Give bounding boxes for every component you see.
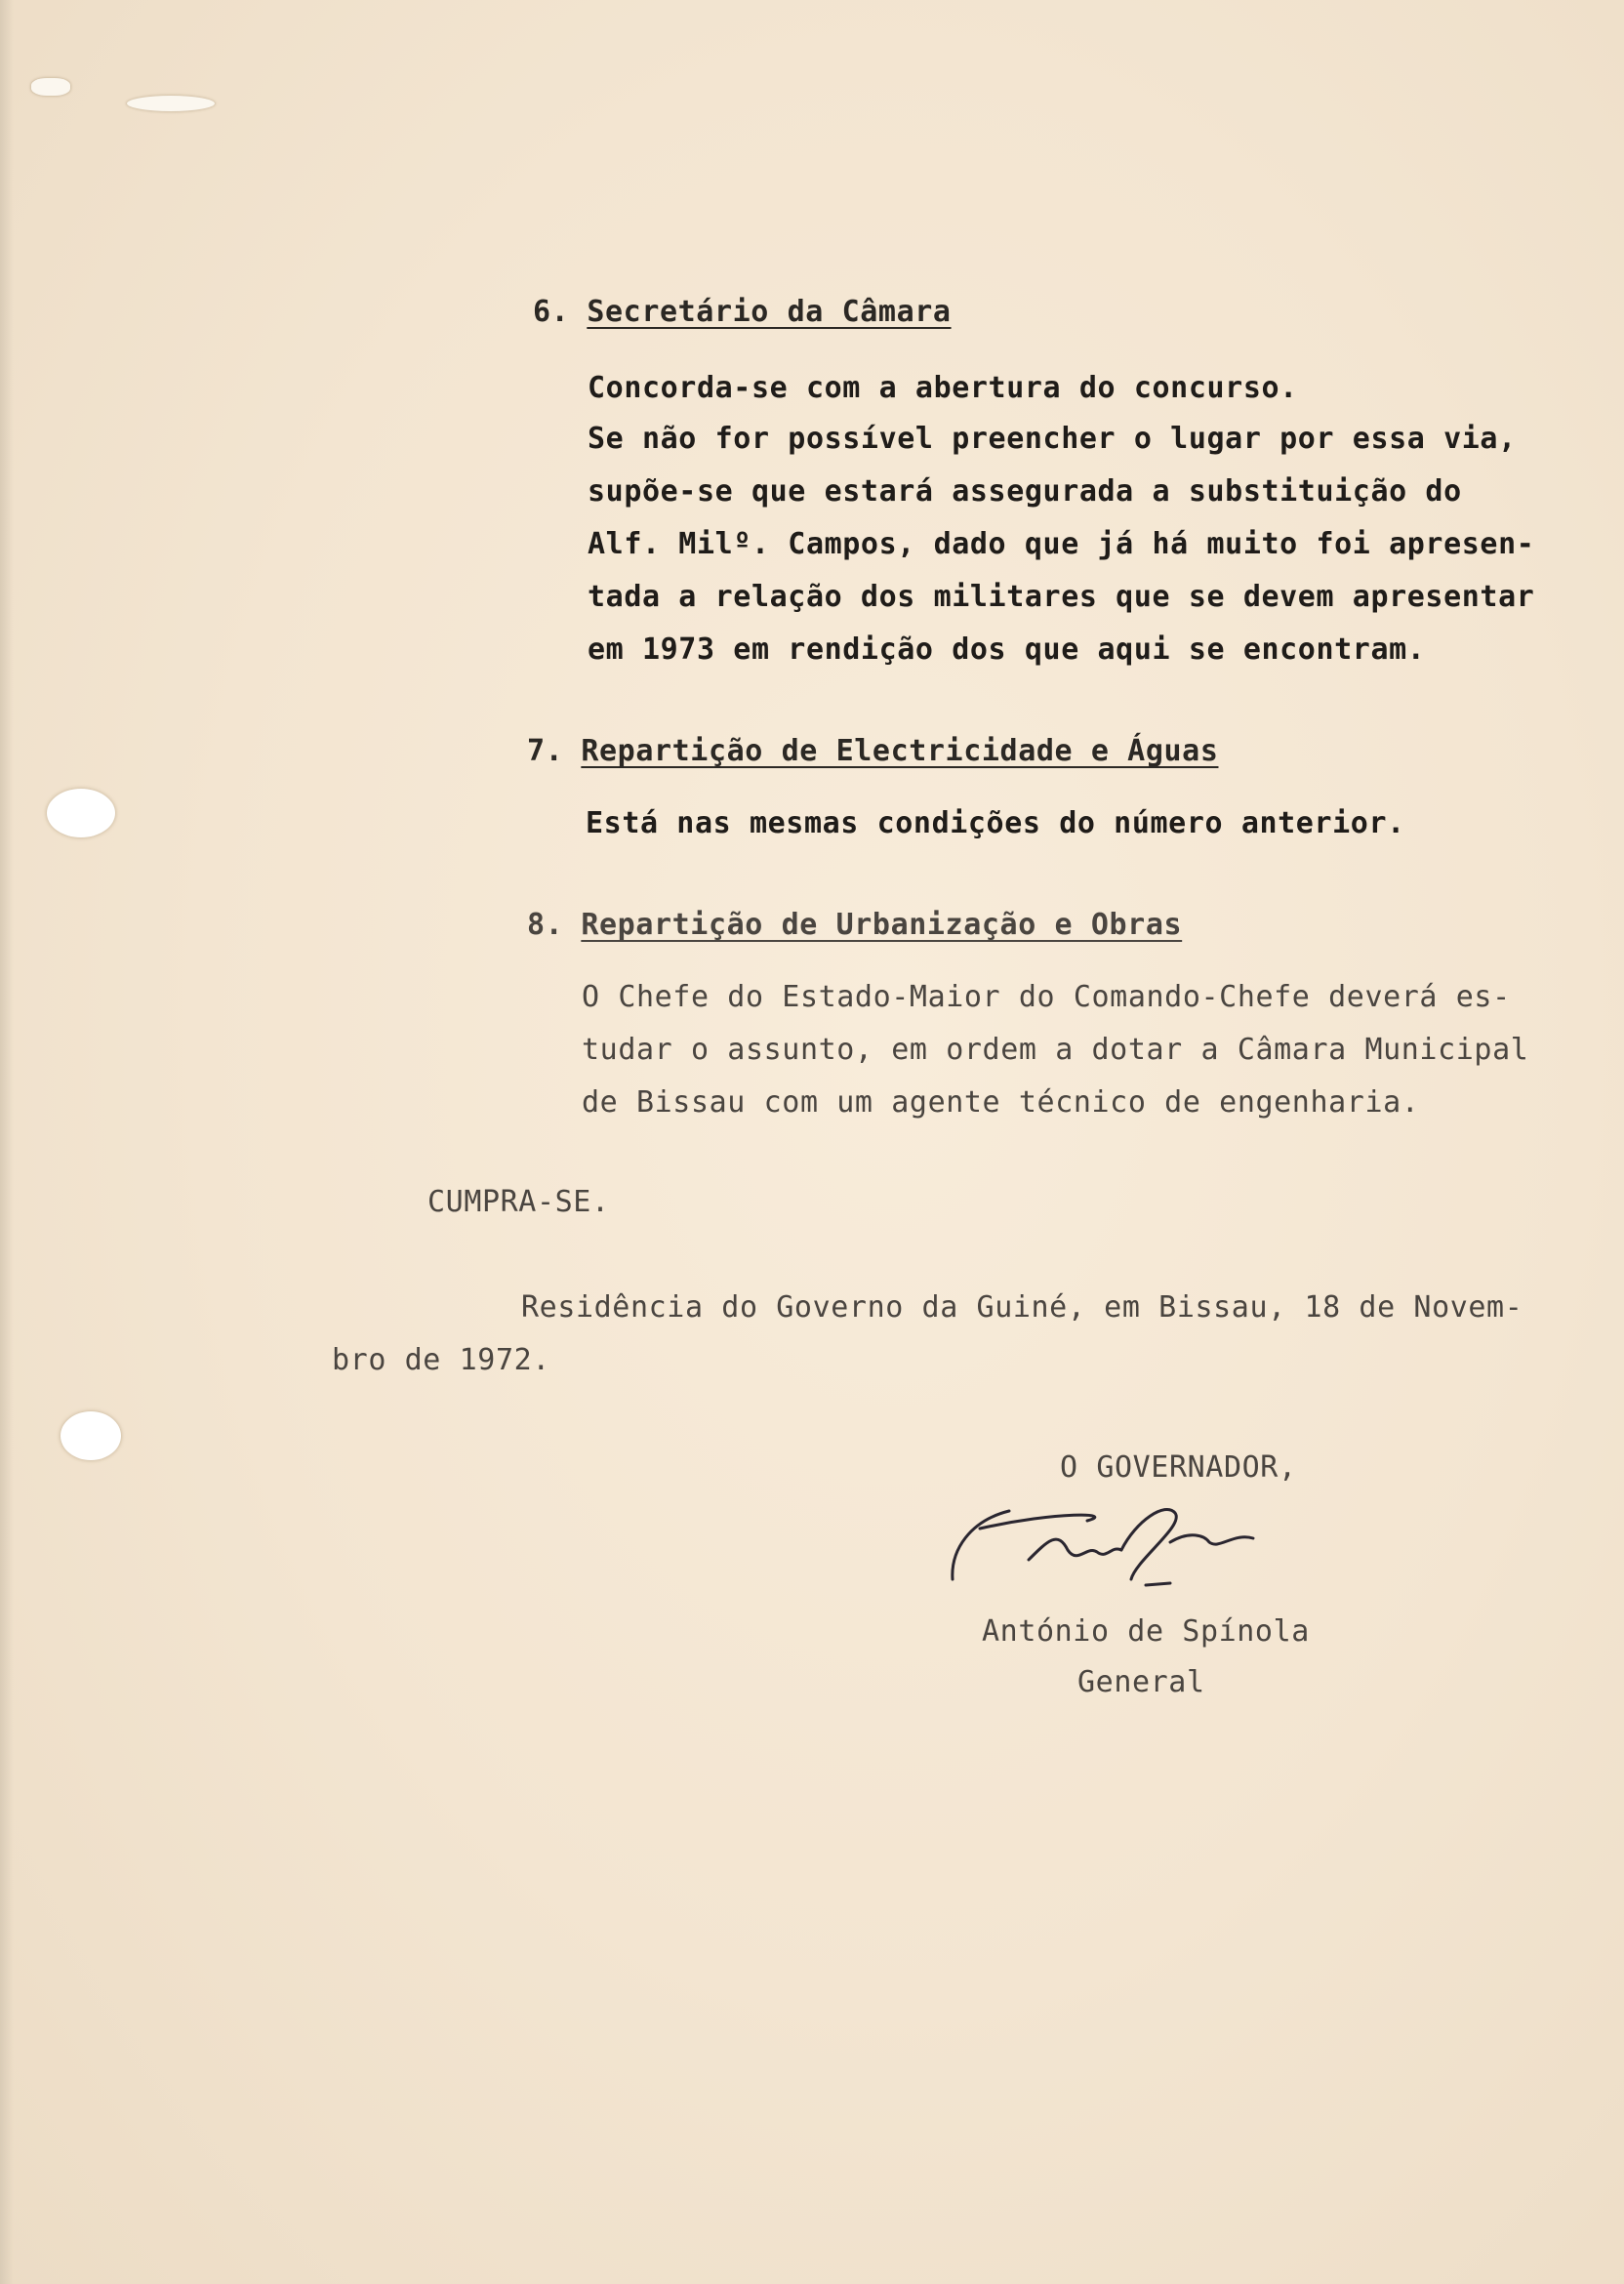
section-7-line: Está nas mesmas condições do número anterior. bbox=[586, 806, 1405, 840]
section-8-line: tudar o assunto, em ordem a dotar a Câmara Municipal bbox=[582, 1033, 1529, 1067]
signatory-rank: General bbox=[1077, 1665, 1205, 1699]
section-6-line: Se não for possível preencher o lugar por essa via, bbox=[588, 422, 1517, 456]
signatory-name: António de Spínola bbox=[982, 1614, 1310, 1649]
governor-heading: O GOVERNADOR, bbox=[1060, 1450, 1297, 1485]
section-6-number: 6. bbox=[533, 295, 570, 329]
section-6-line: Concorda-se com a abertura do concurso. bbox=[588, 371, 1298, 405]
place-date-line-1: Residência do Governo da Guiné, em Bissau, 18 de Novem- bbox=[521, 1290, 1523, 1325]
section-8-line: O Chefe do Estado-Maior do Comando-Chefe deverá es- bbox=[582, 980, 1511, 1014]
handwritten-signature bbox=[941, 1491, 1312, 1599]
section-6-line: em 1973 em rendição dos que aqui se encontram. bbox=[588, 632, 1426, 667]
torn-corner-mark bbox=[31, 78, 70, 96]
place-date-line-2: bro de 1972. bbox=[332, 1343, 550, 1377]
section-6-title: Secretário da Câmara bbox=[587, 295, 952, 329]
page-edge-shadow bbox=[0, 0, 14, 2284]
section-7-heading bbox=[527, 734, 1218, 768]
cumpra-se: CUMPRA-SE. bbox=[427, 1185, 610, 1219]
section-8-heading bbox=[527, 908, 1182, 942]
section-6-heading bbox=[533, 295, 952, 329]
section-6-line: supõe-se que estará assegurada a substituição do bbox=[588, 474, 1462, 509]
section-6-line: tada a relação dos militares que se devem apresentar bbox=[588, 580, 1535, 614]
punch-hole-top bbox=[47, 789, 115, 837]
section-8-title: Repartição de Urbanização e Obras bbox=[581, 908, 1183, 942]
torn-corner-mark bbox=[127, 96, 215, 111]
section-8-line: de Bissau com um agente técnico de engenharia. bbox=[582, 1085, 1420, 1120]
section-6-line: Alf. Milº. Campos, dado que já há muito foi apresen- bbox=[588, 527, 1535, 561]
punch-hole-bottom bbox=[61, 1411, 121, 1460]
section-7-title: Repartição de Electricidade e Águas bbox=[581, 734, 1219, 768]
section-8-number: 8. bbox=[527, 908, 564, 942]
section-7-number: 7. bbox=[527, 734, 564, 768]
